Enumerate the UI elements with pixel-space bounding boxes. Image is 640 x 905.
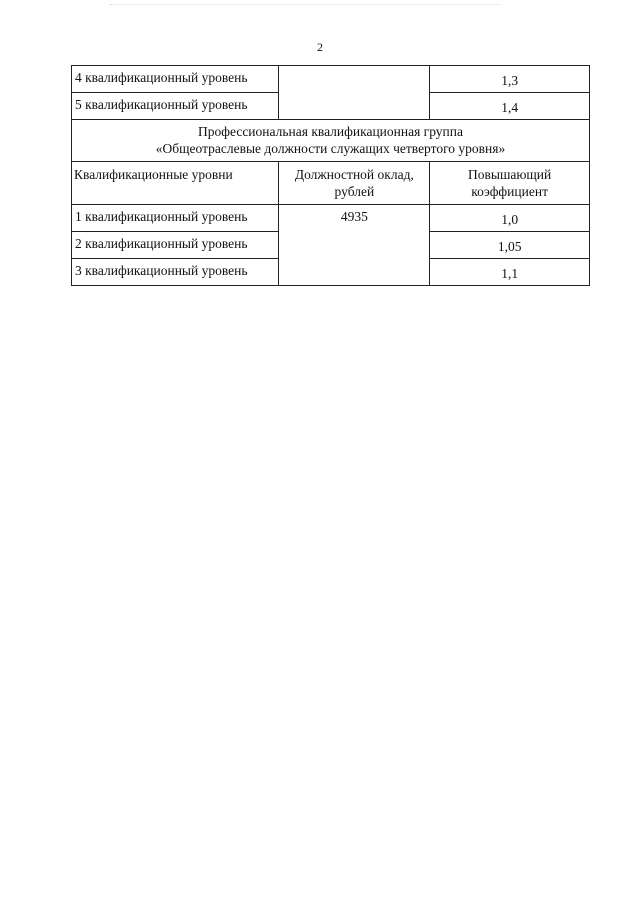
salary-cell: 4935	[279, 205, 430, 286]
header-row	[72, 162, 590, 205]
header-salary: Должностной оклад, рублей	[279, 162, 430, 205]
group-title-cell	[72, 120, 590, 162]
coefficient-cell: 1,0	[430, 205, 590, 232]
group-title-line-2: «Общеотраслевые должности служащих четвертого уровня»	[155, 141, 506, 156]
salary-table	[71, 65, 590, 286]
coefficient-cell: 1,4	[430, 93, 590, 120]
level-cell: 5 квалификационный уровень	[72, 93, 279, 120]
group-title-row	[72, 120, 590, 162]
scan-artifact-line	[110, 4, 500, 6]
level-cell: 4 квалификационный уровень	[72, 66, 279, 93]
group-title-line-1: Профессиональная квалификационная группа	[198, 124, 463, 139]
level-cell: 2 квалификационный уровень	[72, 232, 279, 259]
coefficient-cell: 1,1	[430, 259, 590, 286]
table-row	[72, 205, 590, 232]
coefficient-cell: 1,3	[430, 66, 590, 93]
page-number: 2	[317, 40, 323, 54]
level-cell: 3 квалификационный уровень	[72, 259, 279, 286]
salary-cell-empty	[279, 66, 430, 120]
table-row	[72, 66, 590, 93]
header-coefficient: Повышающий коэффициент	[430, 162, 590, 205]
coefficient-cell: 1,05	[430, 232, 590, 259]
level-cell: 1 квалификационный уровень	[72, 205, 279, 232]
header-levels: Квалификационные уровни	[72, 162, 279, 205]
